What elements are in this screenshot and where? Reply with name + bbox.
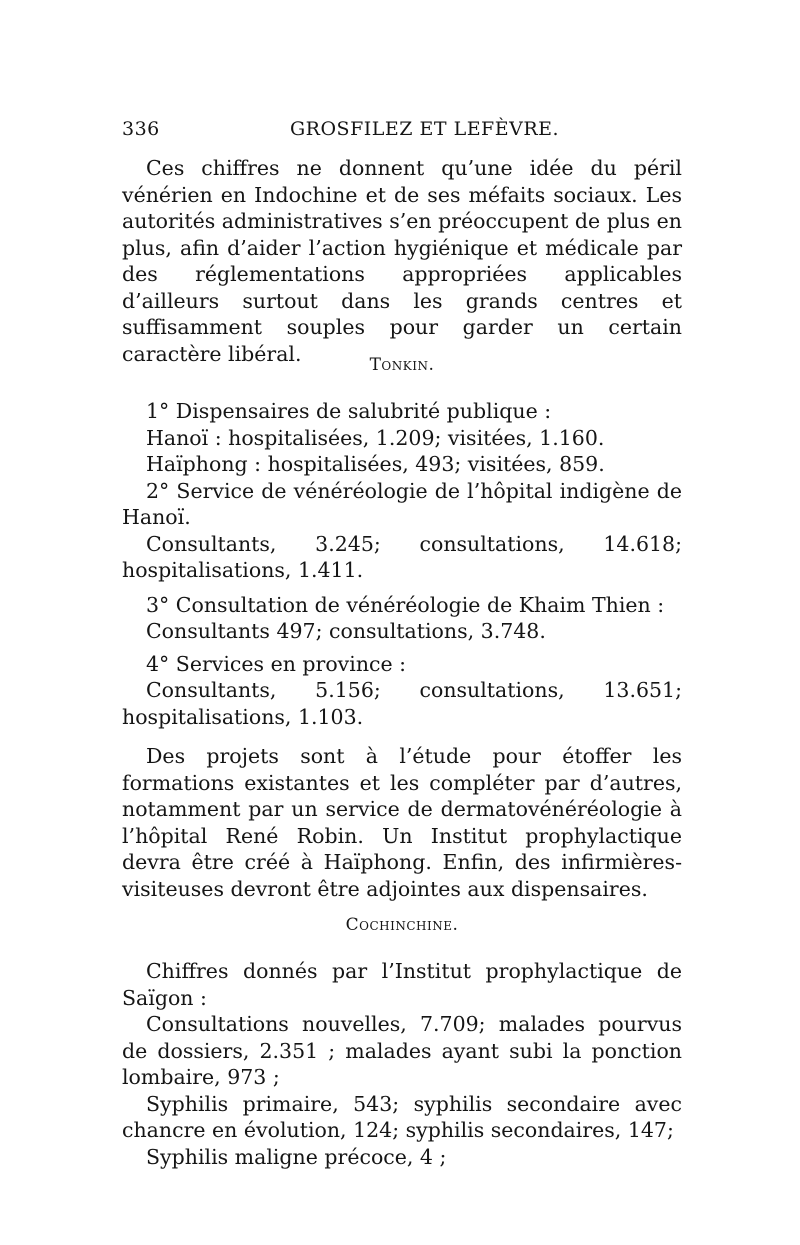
tonkin-item: Consultants, 5.156; consultations, 13.651; hospitalisations, 1.103. (122, 678, 682, 729)
cochinchine-item: Consultations nouvelles, 7.709; malades pourvus de dossiers, 2.351 ; malades ayant subi la ponction lombaire, 973 ; (122, 1012, 682, 1089)
projects-block (122, 743, 682, 902)
tonkin-item: 1° Dispensaires de salubrité publique : (146, 399, 552, 423)
tonkin-item: 3° Consultation de vénéréologie de Khaim Thien : (146, 592, 665, 617)
tonkin-item: Hanoï : hospitalisées, 1.209; visitées, 1.160. (146, 425, 605, 450)
tonkin-item: Consultants 497; consultations, 3.748. (146, 619, 546, 643)
tonkin-item: Consultants, 3.245; consultations, 14.618; hospitalisations, 1.411. (122, 531, 682, 582)
cochinchine-item: Syphilis maligne précoce, 4 ; (146, 1144, 447, 1169)
tonkin-item: 2° Service de vénéréologie de l’hôpital indigène de Hanoï. (122, 478, 682, 529)
projects-paragraph: Des projets sont à l’étude pour étoffer les formations existantes et les compléter par d’autres, notamment par un service de dermatovénéréologie à l’hôpital René Robin. Un Institut prophylactique devra être créé à Haïphong. Enfin, des infirmières-visiteuses devront être adjointes aux dispensaires. (122, 744, 682, 901)
cochinchine-item: Syphilis primaire, 543; syphilis secondaire avec chancre en évolution, 124; syphilis secondaires, 147; (122, 1091, 682, 1142)
cochinchine-item: Chiffres donnés par l’Institut prophylactique de Saïgon : (122, 959, 682, 1010)
running-head (122, 118, 680, 148)
section-heading-tonkin: Tonkin. (369, 355, 435, 375)
cochinchine-block (122, 958, 682, 1170)
running-title: GROSFILEZ ET LEFÈVRE. (290, 118, 560, 140)
intro-paragraph: Ces chiffres ne donnent qu’une idée du péril vénérien en Indochine et de ses méfaits sociaux. Les autorités administratives s’en préoccupent de plus en plus, afin d’aider l’action hygiénique et médicale par des réglementations appropriées applicables d’ailleurs surtout dans les grands centres et suffisamment souples pour garder un certain caractère libéral. (122, 156, 682, 366)
tonkin-item: 4° Services en province : (146, 651, 407, 676)
page-number: 336 (122, 118, 160, 140)
tonkin-block (122, 398, 682, 730)
section-heading-cochinchine: Cochinchine. (345, 915, 459, 935)
intro-block (122, 155, 682, 367)
tonkin-item: Haïphong : hospitalisées, 493; visitées, 859. (146, 452, 605, 476)
